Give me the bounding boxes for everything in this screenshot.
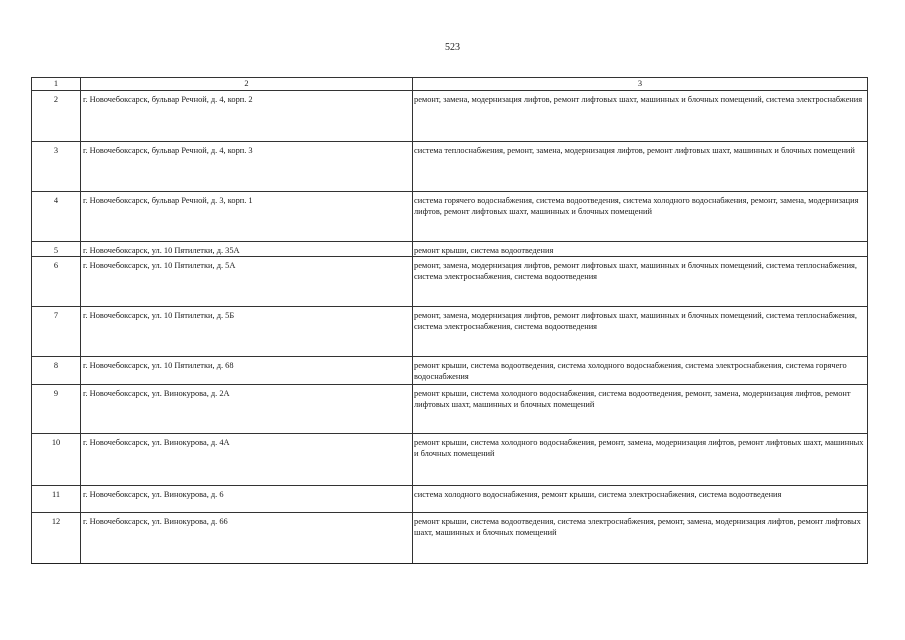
- row-number: 11: [32, 486, 81, 513]
- row-number: 6: [32, 257, 81, 307]
- row-number: 9: [32, 385, 81, 434]
- row-works: система холодного водоснабжения, ремонт крыши, система электроснабжения, система водоотведения: [413, 486, 868, 513]
- row-works: ремонт крыши, система водоотведения, система электроснабжения, ремонт, замена, модернизация лифтов, ремонт лифтовых шахт, машинных и блочных помещений: [413, 513, 868, 564]
- row-address: г. Новочебоксарск, бульвар Речной, д. 4, корп. 3: [81, 142, 413, 192]
- table-row: [32, 385, 868, 434]
- row-works: ремонт крыши, система водоотведения, система холодного водоснабжения, система электроснабжения, система горячего водоснабжения: [413, 357, 868, 385]
- row-works: ремонт, замена, модернизация лифтов, ремонт лифтовых шахт, машинных и блочных помещений, система теплоснабжения, система электроснабжения, система водоотведения: [413, 307, 868, 357]
- row-address: г. Новочебоксарск, ул. 10 Пятилетки, д. 68: [81, 357, 413, 385]
- row-number: 8: [32, 357, 81, 385]
- row-works: ремонт крыши, система холодного водоснабжения, ремонт, замена, модернизация лифтов, ремонт лифтовых шахт, машинных и блочных помещений: [413, 434, 868, 486]
- row-works: ремонт крыши, система водоотведения: [413, 242, 868, 257]
- row-works: система теплоснабжения, ремонт, замена, модернизация лифтов, ремонт лифтовых шахт, машинных и блочных помещений: [413, 142, 868, 192]
- table-row: [32, 357, 868, 385]
- row-address: г. Новочебоксарск, ул. 10 Пятилетки, д. 35А: [81, 242, 413, 257]
- column-header-number: 1: [32, 78, 81, 91]
- page-number: 523: [445, 42, 460, 53]
- row-address: г. Новочебоксарск, ул. Винокурова, д. 2А: [81, 385, 413, 434]
- row-number: 5: [32, 242, 81, 257]
- row-number: 4: [32, 192, 81, 242]
- table-row: [32, 142, 868, 192]
- table-row: [32, 307, 868, 357]
- column-header-works: 3: [413, 78, 868, 91]
- row-address: г. Новочебоксарск, ул. 10 Пятилетки, д. 5Б: [81, 307, 413, 357]
- row-works: ремонт, замена, модернизация лифтов, ремонт лифтовых шахт, машинных и блочных помещений, система электроснабжения: [413, 91, 868, 142]
- column-header-address: 2: [81, 78, 413, 91]
- row-address: г. Новочебоксарск, ул. 10 Пятилетки, д. 5А: [81, 257, 413, 307]
- row-works: ремонт крыши, система холодного водоснабжения, система водоотведения, ремонт, замена, модернизация лифтов, ремонт лифтовых шахт, машинных и блочных помещений: [413, 385, 868, 434]
- row-number: 12: [32, 513, 81, 564]
- table-header-row: [32, 78, 868, 91]
- table-row: [32, 486, 868, 513]
- row-address: г. Новочебоксарск, бульвар Речной, д. 4, корп. 2: [81, 91, 413, 142]
- row-number: 10: [32, 434, 81, 486]
- repair-registry-table: [31, 77, 868, 564]
- row-number: 3: [32, 142, 81, 192]
- table-row: [32, 434, 868, 486]
- row-address: г. Новочебоксарск, бульвар Речной, д. 3, корп. 1: [81, 192, 413, 242]
- row-address: г. Новочебоксарск, ул. Винокурова, д. 6: [81, 486, 413, 513]
- row-works: система горячего водоснабжения, система водоотведения, система холодного водоснабжения, ремонт, замена, модернизация лифтов, ремонт лифтовых шахт, машинных и блочных помещений: [413, 192, 868, 242]
- table-row: [32, 192, 868, 242]
- row-address: г. Новочебоксарск, ул. Винокурова, д. 4А: [81, 434, 413, 486]
- table-row: [32, 91, 868, 142]
- table-row: [32, 242, 868, 257]
- row-works: ремонт, замена, модернизация лифтов, ремонт лифтовых шахт, машинных и блочных помещений, система теплоснабжения, система электроснабжения, система водоотведения: [413, 257, 868, 307]
- row-number: 2: [32, 91, 81, 142]
- row-number: 7: [32, 307, 81, 357]
- row-address: г. Новочебоксарск, ул. Винокурова, д. 66: [81, 513, 413, 564]
- table-row: [32, 513, 868, 564]
- table-row: [32, 257, 868, 307]
